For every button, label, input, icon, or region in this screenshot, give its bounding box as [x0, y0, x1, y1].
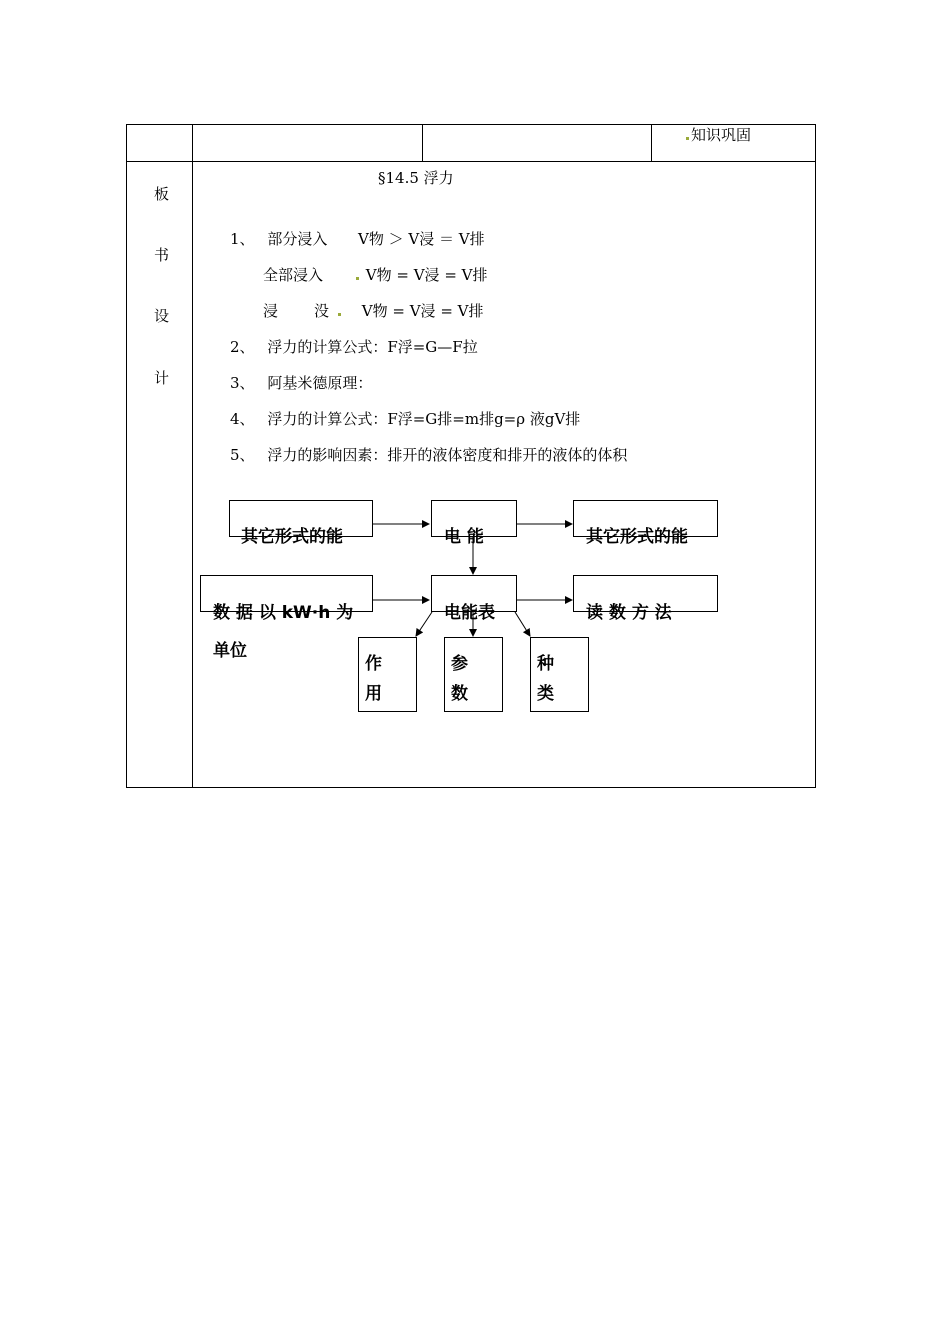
box-unit-label-line1: 数 据 以 kW·h 为: [213, 603, 354, 623]
side-label-char: 设: [154, 307, 170, 325]
item-text: 阿基米德原理：: [267, 374, 373, 392]
item-text: 浮力的计算公式：F浮=G—F拉: [267, 338, 478, 356]
box-types-label-2: 类: [537, 684, 554, 704]
arrow-meter-to-use: [416, 612, 432, 636]
box-use-label-2: 用: [365, 684, 382, 704]
item-formula: V物 = V浸 = V排: [365, 266, 488, 284]
item-number: 4、: [230, 410, 255, 428]
item-formula: V物 = V浸 = V排: [361, 302, 484, 320]
box-electric-energy-label: 电 能: [444, 527, 484, 547]
box-other-energy-left-label: 其它形式的能: [241, 527, 343, 547]
box-types-label-1: 种: [537, 654, 554, 674]
item-submerged-label-b: 没: [314, 302, 330, 320]
item-text: 浮力的影响因素：排开的液体密度和排开的液体的体积: [267, 446, 628, 464]
item-submerged-label-a: 浸: [263, 302, 279, 320]
item-fully-immersed-label: 全部浸入: [263, 266, 324, 284]
box-params-label-1: 参: [451, 654, 468, 674]
knowledge-review-label: 知识巩固: [691, 126, 752, 144]
item-1-formula: V物 ＞ V浸 ＝ V排: [358, 230, 485, 248]
item-number: 1、: [230, 230, 255, 248]
side-label-char: 板: [154, 185, 170, 203]
item-number: 5、: [230, 446, 255, 464]
item-label: 部分浸入: [267, 230, 328, 248]
item-number: 3、: [230, 374, 255, 392]
item-text: 浮力的计算公式：F浮=G排=m排g=ρ 液gV排: [267, 410, 581, 428]
board-title: §14.5 浮力: [378, 169, 454, 187]
box-unit-label-line2: 单位: [213, 641, 247, 661]
box-reading-label: 读 数 方 法: [586, 603, 672, 623]
box-use-label-1: 作: [365, 654, 382, 674]
box-other-energy-right-label: 其它形式的能: [586, 527, 688, 547]
side-label-char: 书: [154, 246, 170, 264]
arrow-meter-to-types: [515, 612, 530, 636]
side-label-char: 计: [154, 369, 170, 387]
box-params-label-2: 数: [451, 684, 468, 704]
box-meter-label: 电能表: [444, 603, 495, 623]
item-number: 2、: [230, 338, 255, 356]
